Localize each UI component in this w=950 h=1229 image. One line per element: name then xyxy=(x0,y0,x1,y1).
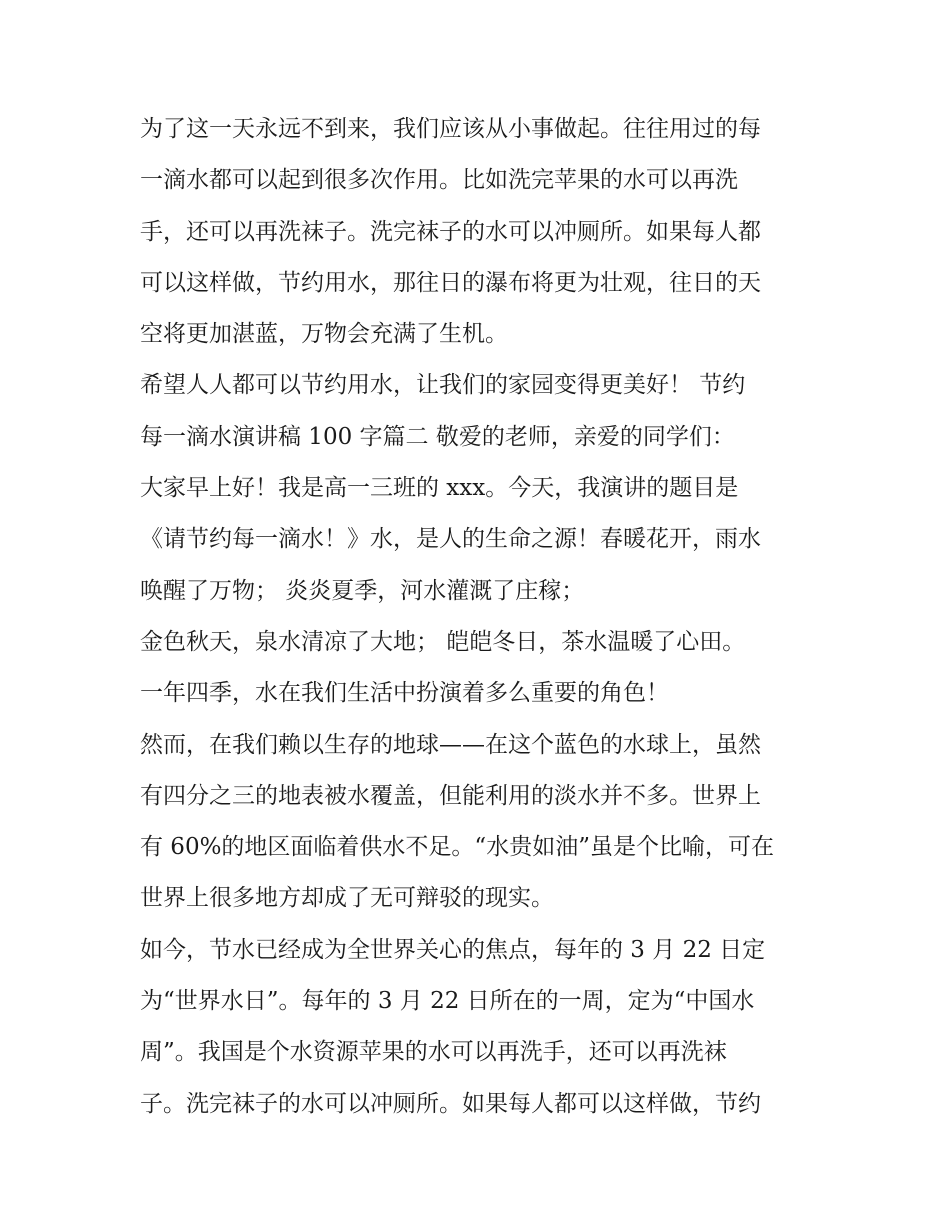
text-line: 一年四季，水在我们生活中扮演着多么重要的角色！ xyxy=(140,680,669,707)
text-line: 希望人人都可以节约用水，让我们的家园变得更美好！ 节约 xyxy=(140,372,746,399)
text-line: 金色秋天，泉水清凉了大地； 皑皑冬日，茶水温暖了心田。 xyxy=(140,628,746,655)
text-line: 然而，在我们赖以生存的地球——在这个蓝色的水球上，虽然 xyxy=(140,731,761,758)
text-line: 可以这样做，节约用水，那往日的瀑布将更为壮观，往日的天 xyxy=(140,269,761,296)
text-line: 一滴水都可以起到很多次作用。比如洗完苹果的水可以再洗 xyxy=(140,167,738,194)
text-line: 为了这一天永远不到来，我们应该从小事做起。往往用过的每 xyxy=(140,116,761,142)
text-line: 有 60%的地区面临着供水不足。“水贵如油”虽是个比喻，可在 xyxy=(140,834,774,861)
text-line: 有四分之三的地表被水覆盖，但能利用的淡水并不多。世界上 xyxy=(140,782,761,809)
text-line: 手，还可以再洗袜子。洗完袜子的水可以冲厕所。如果每人都 xyxy=(140,218,761,245)
text-line: 子。洗完袜子的水可以冲厕所。如果每人都可以这样做，节约 xyxy=(140,1090,761,1117)
text-line: 唤醒了万物； 炎炎夏季，河水灌溉了庄稼； xyxy=(140,577,585,604)
text-line: 《请节约每一滴水！》水，是人的生命之源！春暖花开，雨水 xyxy=(140,526,761,553)
text-line: 为“世界水日”。每年的 3 月 22 日所在的一周，定为“中国水 xyxy=(140,988,755,1015)
text-line: 世界上很多地方却成了无可辩驳的现实。 xyxy=(140,885,554,912)
text-line: 空将更加湛蓝，万物会充满了生机。 xyxy=(140,321,508,348)
text-line: 大家早上好！我是高一三班的 xxx。今天，我演讲的题目是 xyxy=(140,475,739,502)
text-line: 周”。我国是个水资源苹果的水可以再洗手，还可以再洗袜 xyxy=(140,1039,727,1066)
text-line: 每一滴水演讲稿 100 字篇二 敬爱的老师，亲爱的同学们： xyxy=(140,423,735,450)
text-line: 如今，节水已经成为全世界关心的焦点，每年的 3 月 22 日定 xyxy=(140,936,766,963)
document-body xyxy=(140,104,820,1130)
